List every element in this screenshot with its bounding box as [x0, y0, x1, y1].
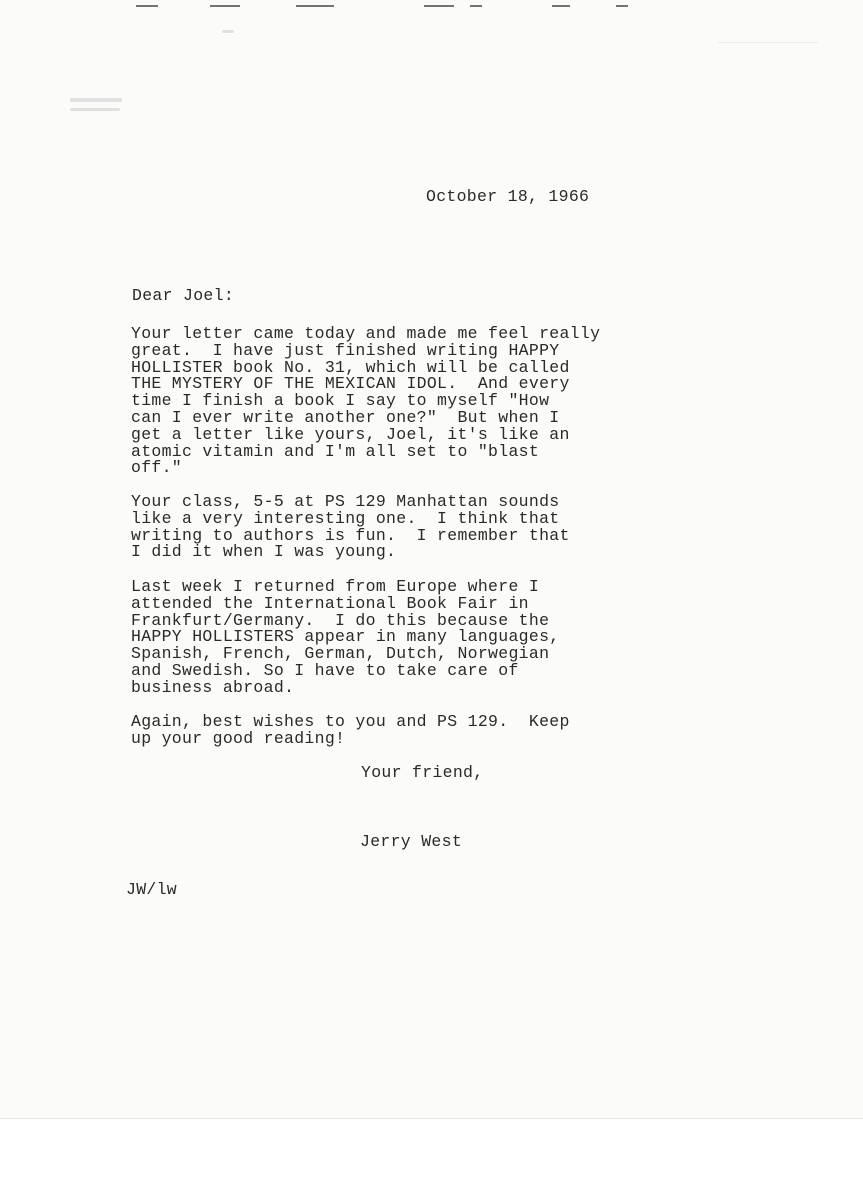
- text-line: time I finish a book I say to myself "How: [131, 391, 550, 411]
- top-edge-mark: [552, 5, 570, 7]
- text-line: Frankfurt/Germany. I do this because the: [131, 610, 550, 630]
- closing: Your friend,: [361, 763, 484, 782]
- faint-corner-notation: [718, 14, 818, 43]
- top-edge-mark: [470, 5, 482, 7]
- paper-smudge: [70, 98, 122, 102]
- typist-initials: JW/lw: [126, 880, 178, 899]
- letter-date: October 18, 1966: [426, 187, 590, 206]
- text-line: off.": [131, 458, 183, 478]
- text-line: atomic vitamin and I'm all set to "blast: [131, 441, 540, 461]
- text-line: writing to authors is fun. I remember that: [131, 525, 570, 545]
- text-line: can I ever write another one?" But when I: [131, 407, 560, 427]
- text-line: Last week I returned from Europe where I: [131, 577, 540, 596]
- text-line: HOLLISTER book No. 31, which will be called: [131, 357, 570, 377]
- salutation: Dear Joel:: [132, 286, 235, 305]
- text-line: up your good reading!: [131, 728, 346, 748]
- top-edge-mark: [424, 5, 454, 7]
- body-paragraph-4: [131, 714, 570, 748]
- text-line: THE MYSTERY OF THE MEXICAN IDOL. And every: [131, 374, 570, 394]
- text-line: HAPPY HOLLISTERS appear in many languages,: [131, 627, 560, 647]
- text-line: Your letter came today and made me feel really: [131, 324, 601, 343]
- body-paragraph-3: [131, 579, 559, 697]
- text-line: great. I have just finished writing HAPPY: [131, 340, 560, 360]
- top-edge-mark: [136, 5, 158, 7]
- text-line: business abroad.: [131, 677, 295, 697]
- text-line: attended the International Book Fair in: [131, 593, 529, 613]
- top-edge-mark: [616, 5, 628, 7]
- paper-smudge: [222, 30, 234, 33]
- text-line: Your class, 5-5 at PS 129 Manhattan sounds: [131, 492, 560, 511]
- paper-smudge: [70, 108, 120, 111]
- text-line: Spanish, French, German, Dutch, Norwegian: [131, 644, 550, 664]
- top-edge-mark: [296, 5, 334, 7]
- text-line: get a letter like yours, Joel, it's like an: [131, 424, 570, 444]
- text-line: like a very interesting one. I think that: [131, 508, 560, 528]
- text-line: Again, best wishes to you and PS 129. Keep: [131, 712, 570, 731]
- body-paragraph-1: [131, 326, 600, 477]
- body-paragraph-2: [131, 494, 570, 561]
- text-line: and Swedish. So I have to take care of: [131, 660, 519, 680]
- text-line: I did it when I was young.: [131, 542, 397, 562]
- signature-name: Jerry West: [360, 832, 463, 851]
- paper-bottom-edge: [0, 1118, 863, 1201]
- top-edge-mark: [210, 5, 240, 7]
